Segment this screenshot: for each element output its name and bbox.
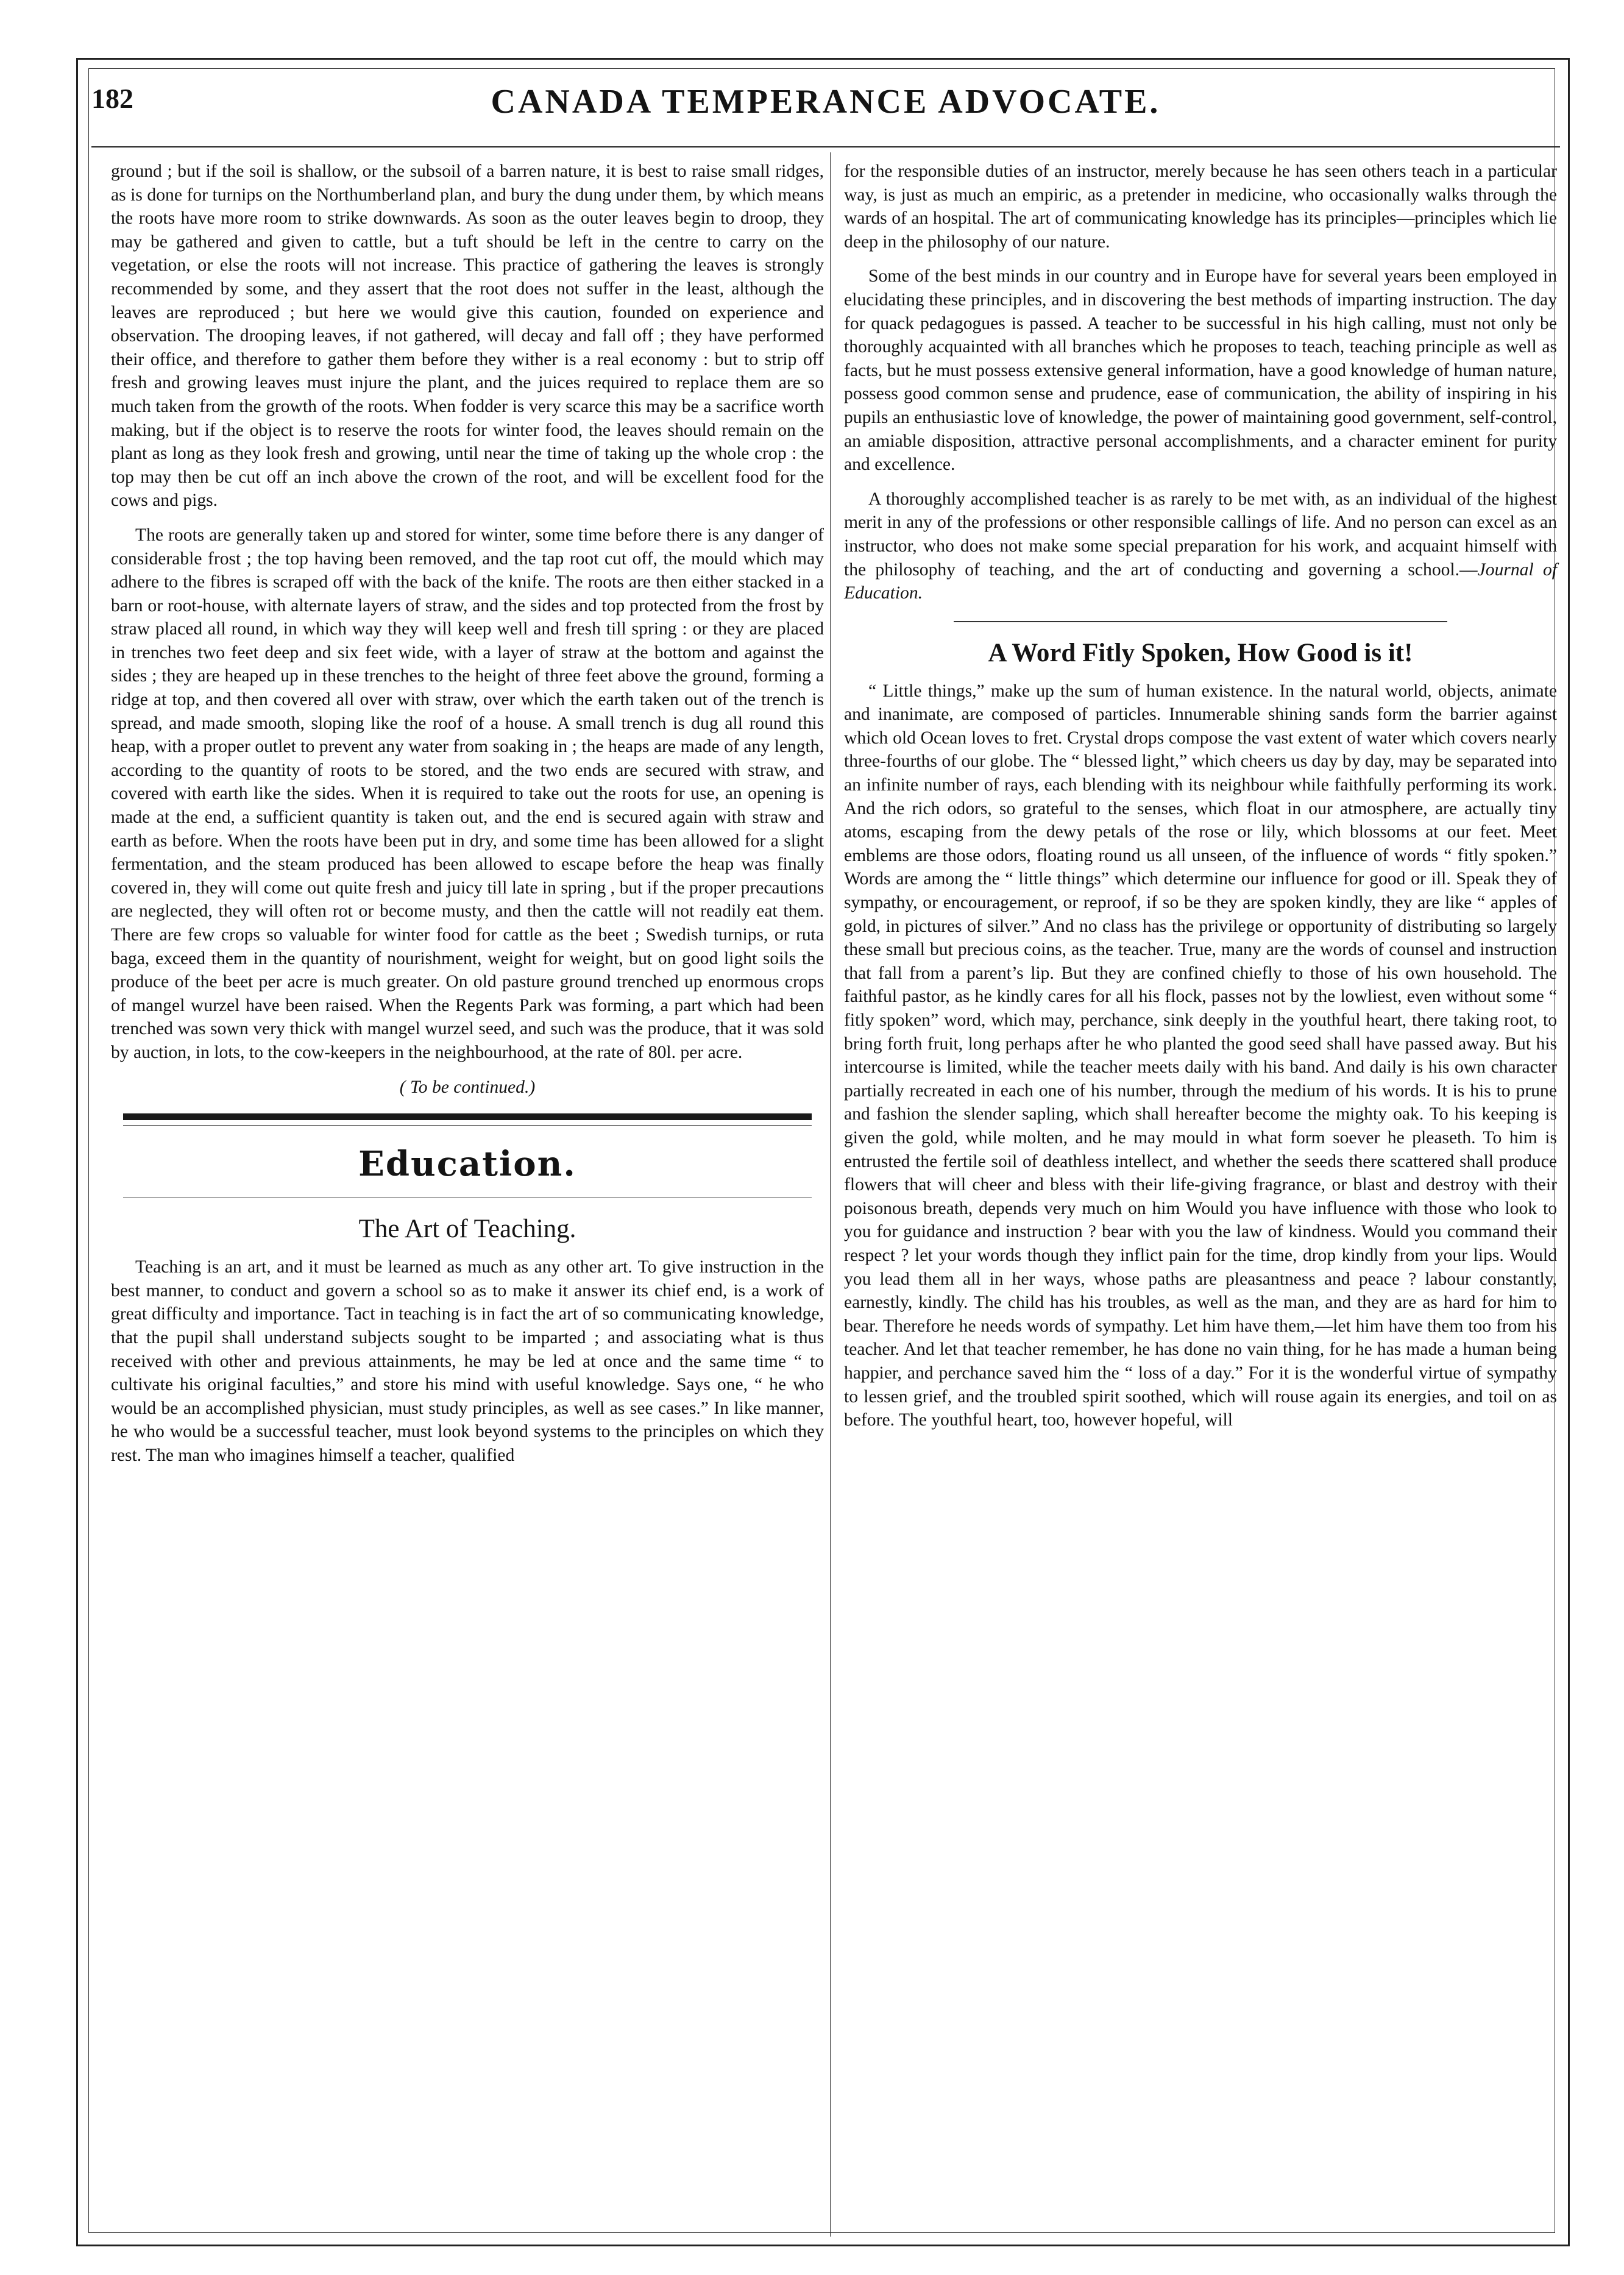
column-divider bbox=[830, 152, 831, 2237]
page-header bbox=[91, 82, 1560, 140]
to-be-continued-note: ( To be continued.) bbox=[399, 1077, 536, 1097]
section-rule-thin bbox=[123, 1125, 812, 1126]
paragraph: ground ; but if the soil is shallow, or the subsoil of a barren nature, it is best to raise small ridges, as is done for turnips on the Northumberland plan, and bury the dung under them, by which means the roots have more room to strike downwards. As soon as the outer leaves begin to droop, they may be gathered and given to cattle, but a tuft should be left in the centre to carry on the vegetation, or else the roots will not increase. This practice of gathering the leaves is strongly recommended by some, and they assert that the root does not suffer in the least, although the leaves are reproduced ; but here we would give this caution, founded on experience and observation. The drooping leaves, if not gathered, will decay and fall off ; they have performed their office, and therefore to gather them before they wither is a real economy : but to strip off fresh and growing leaves must injure the plant, and the juices required to replace them are so much taken from the growth of the roots. When fodder is very scarce this may be a sacrifice worth making, but if the object is to reserve the roots for winter food, the leaves should remain on the plant as long as they look fresh and growing, until near the time of taking up the whole crop : the top may then be cut off an inch above the crown of the root, and will be excellent food for the cows and pigs. bbox=[111, 161, 824, 511]
paragraph: The roots are generally taken up and stored for winter, some time before there is any danger of considerable frost ; the top having been removed, and the tap root cut off, the mould which may adhere to the fibres is scraped off with the back of the knife. The roots are then either stacked in a barn or root-house, with alternate layers of straw, and the sides and top protected from the frost by straw placed all round, in which way they will keep well and fresh till spring : or they are placed in trenches two feet deep and six feet wide, with a layer of straw at the bottom and against the sides ; they are heaped up in these trenches to the height of three feet above the ground, forming a ridge at top, and then covered all over with straw, over which the earth taken out of the trench is spread, and made smooth, sloping like the roof of a house. A small trench is dug all round this heap, with a proper outlet to prevent any water from soaking in ; the heaps are made of any length, according to the quantity of roots to be stored, and the two ends are secured with straw, and covered with earth like the sides. When it is required to take out the roots for use, an opening is made at the end, a sufficient quantity is taken out, and the end is secured again with straw and earth as before. When the roots have been put in dry, and some time has been allowed for a slight fermentation, and the steam produced has been allowed to escape before the heap was finally covered in, they will come out quite fresh and juicy till late in spring , but if the proper precautions are neglected, they will often rot or become musty, and then the cattle will not readily eat them. There are few crops so valuable for winter food for cattle as the beet ; Swedish turnips, or ruta baga, exceed them in the quantity of nourishment, weight for weight, but on good light soils the produce of the beet per acre is much greater. On old pasture ground trenched up enormous crops of mangel wurzel have been raised. When the Regents Park was forming, a part which had been trenched was sown very thick with mangel wurzel seed, and such was the produce, that it was sold by auction, in lots, to the cow-keepers in the neighbourhood, at the rate of 80l. per acre. bbox=[111, 525, 824, 1062]
masthead-title: CANADA TEMPERANCE ADVOCATE. bbox=[491, 83, 1161, 121]
article-title: A Word Fitly Spoken, How Good is it! bbox=[988, 638, 1413, 667]
header-rule bbox=[91, 146, 1560, 147]
paragraph bbox=[844, 488, 1557, 605]
source-citation: Journal of Education. bbox=[844, 559, 1557, 603]
section-rule bbox=[123, 1113, 812, 1120]
paragraph-text: A thoroughly accomplished teacher is as rarely to be met with, as an individual of the highest merit in any of the professions or other responsible callings of life. And no person can excel as an instructor, who does not make some special preparation for his work, and acquaint himself with the philosophy of teaching, and the art of conducting and governing a school.— bbox=[844, 489, 1557, 580]
right-column bbox=[844, 160, 1557, 1443]
article-title: The Art of Teaching. bbox=[358, 1215, 576, 1244]
left-column bbox=[111, 160, 824, 1478]
page-number: 182 bbox=[91, 83, 133, 114]
article-separator bbox=[954, 621, 1447, 622]
paragraph: for the responsible duties of an instructor, merely because he has seen others teach in a particular way, is just as much an empiric, as a pretender in medicine, who occasionally walks through the wards of an hospital. The art of communicating knowledge has its principles—principles which lie deep in the philosophy of our nature. bbox=[844, 161, 1557, 252]
paragraph: Some of the best minds in our country and in Europe have for several years been employed in elucidating these principles, and in discovering the best methods of imparting instruction. The day for quack pedagogues is passed. A teacher to be successful in his high calling, must not only be thoroughly acquainted with all branches which he proposes to teach, teaching principle as well as facts, but he must possess extensive general information, have a good knowledge of human nature, possess good common sense and prudence, ease of communication, the ability of inspiring in his pupils an enthusiastic love of knowledge, the power of maintaining good government, self-control, an amiable disposition, attractive personal accomplishments, and a character eminent for purity and excellence. bbox=[844, 266, 1557, 475]
section-title: Education. bbox=[358, 1144, 576, 1185]
paragraph: “ Little things,” make up the sum of human existence. In the natural world, objects, animate and inanimate, are composed of particles. Innumerable shining sands form the barrier against which old Ocean loves to fret. Crystal drops compose the vast extent of water which covers nearly three-fourths of our globe. The “ blessed light,” which cheers us day by day, may be separated into an infinite number of rays, each blending with its neighbour while faithfully performing its work. And the rich odors, so grateful to the senses, which float in our atmosphere, are actually tiny atoms, escaping from the dewy petals of the rose or lily, which blossoms at our feet. Meet emblems are those odors, floating round us all unseen, of the influence of words “ fitly spoken.” Words are among the “ little things” which determine our influence for good or ill. Speak they of sympathy, or encouragement, or reproof, if so be they are spoken kindly, they are like “ apples of gold, in pictures of silver.” And no class has the privilege or opportunity of distributing so largely these small but precious coins, as the teacher. True, many are the words of counsel and instruction that fall from a parent’s lip. But they are confined chiefly to those of his own household. The faithful pastor, as he kindly cares for all his flock, passes not by the lowliest, even without some “ fitly spoken” word, which may, perchance, sink deeply in the youthful heart, there taking root, to bring forth fruit, long perhaps after he who planted the good seed shall have passed away. But his intercourse is limited, while the teacher meets daily with his band. And daily is his own character partially recreated in each one of his number, through the medium of his words. It is his to prune and fashion the slender sapling, which shall hereafter become the mighty oak. To his keeping is given the gold, while molten, and he may mould in what form soever he pleaseth. To him is entrusted the fertile soil of deathless intellect, and whether the seeds there scattered shall produce flowers that will cheer and bless with their life-giving fragrance, or blast and destroy with their poisonous breath, depends very much on him Would you have influence with those who look to you for guidance and instruction ? bear with you the law of kindness. Would you command their respect ? let your words though they inflict pain for the time, drop kindly from your lips. Would you lead them all in her ways, whose paths are pleasantness and peace ? labour constantly, earnestly, kindly. The child has his troubles, as well as the man, and they are as hard for him to bear. Therefore he needs words of sympathy. Let him have them,—let him have them too from his teacher. And let that teacher remember, he has done no vain thing, for he has made a human being happier, and perchance saved him the “ loss of a day.” For it is the wonderful virtue of sympathy to lessen grief, and the troubled spirit soothed, which will rouse again its energies, and toil on as before. The youthful heart, too, however hopeful, will bbox=[844, 681, 1557, 1430]
paragraph: Teaching is an art, and it must be learned as much as any other art. To give instruction in the best manner, to conduct and govern a school so as to make it answer its chief end, is a work of great difficulty and importance. Tact in teaching is in fact the art of so communicating knowledge, that the pupil shall understand subjects sought to be imparted ; and associating what is thus received with other and previous attainments, he may be led at once and the same time “ to cultivate his original faculties,” and store his mind with useful knowledge. Says one, “ he who would be an accomplished physician, must study principles, as well as see cases.” In like manner, he who would be a successful teacher, must look beyond systems to the principles on which they rest. The man who imagines himself a teacher, qualified bbox=[111, 1257, 824, 1465]
